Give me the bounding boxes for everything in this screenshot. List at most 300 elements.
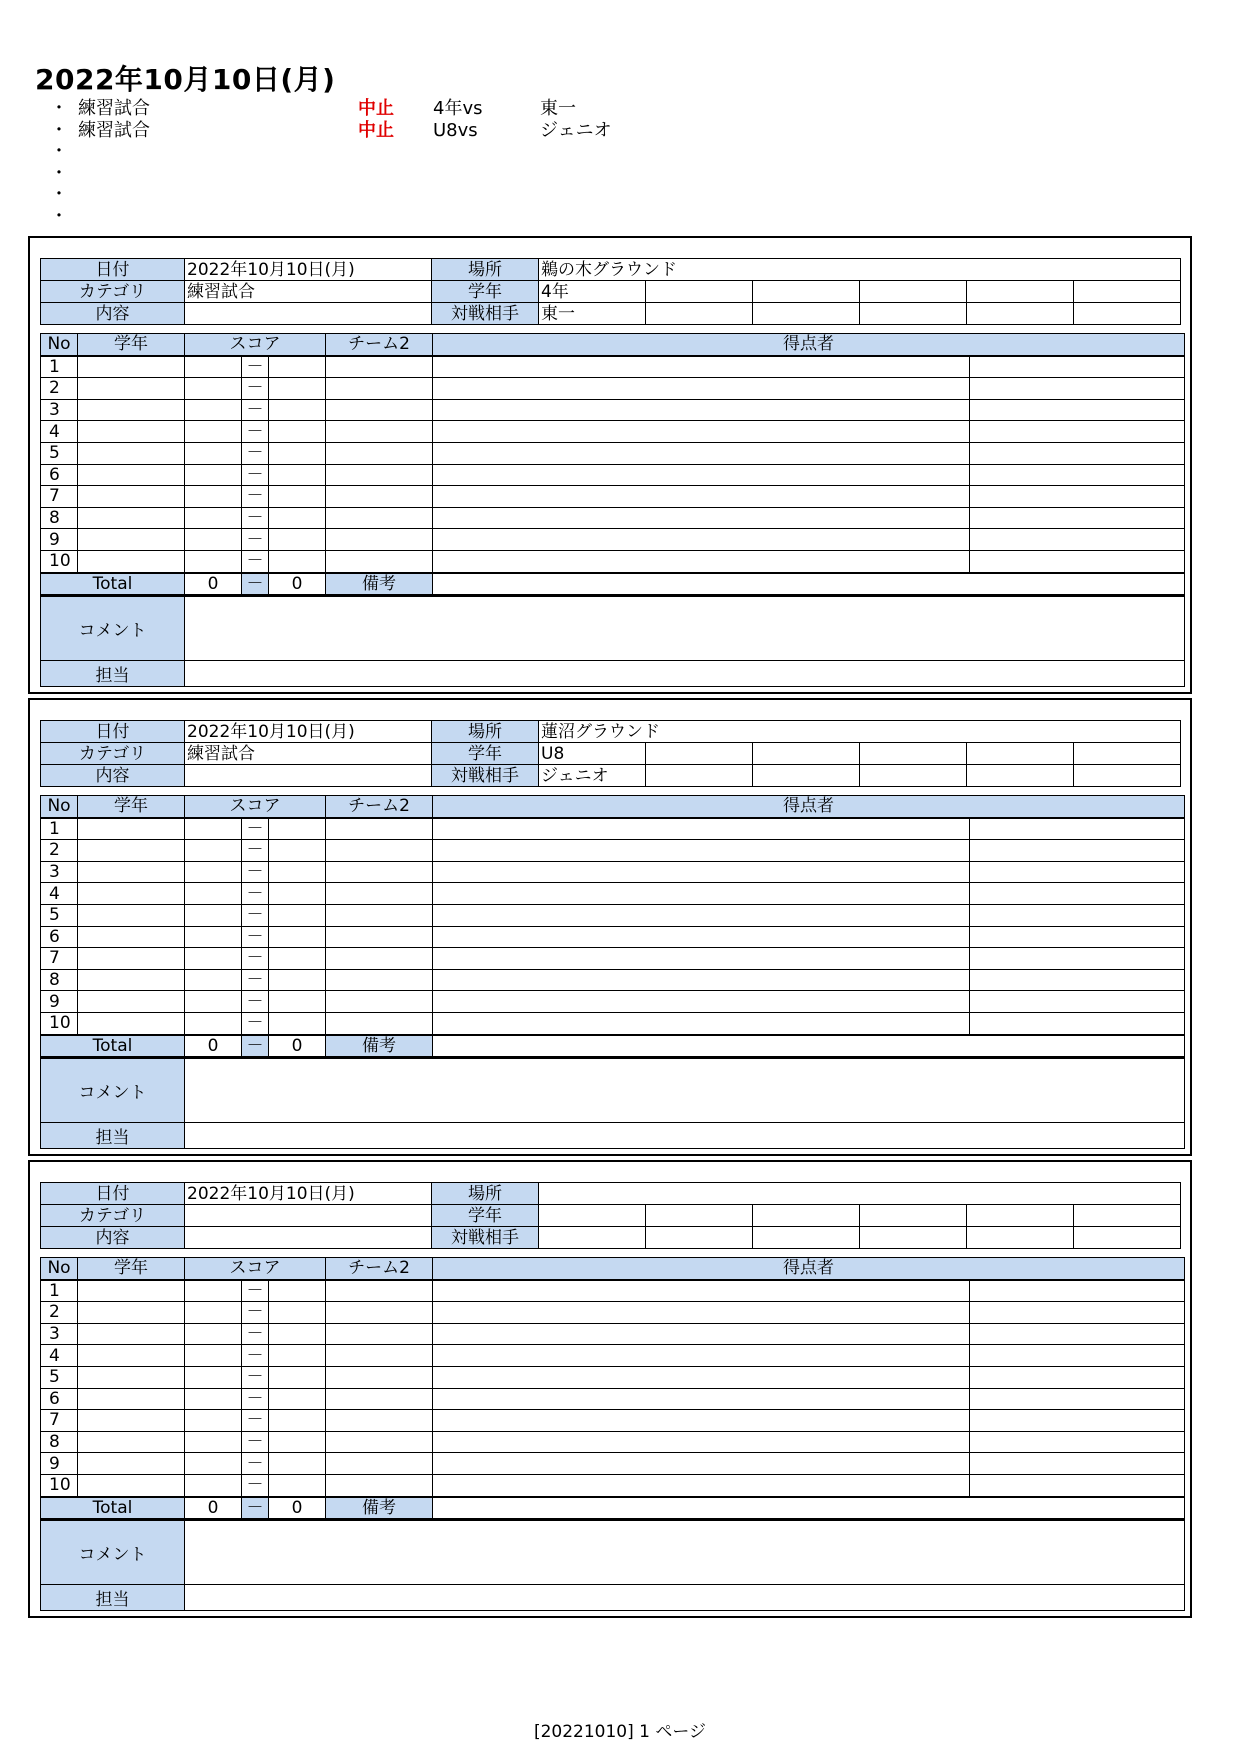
field-extra[interactable] xyxy=(646,1205,753,1227)
score-home-cell[interactable] xyxy=(185,1345,242,1367)
score-home-cell[interactable] xyxy=(185,861,242,883)
scorer-cell[interactable] xyxy=(433,1345,970,1367)
score-home-cell[interactable] xyxy=(185,926,242,948)
grade-cell[interactable] xyxy=(78,1280,185,1302)
grade-cell[interactable] xyxy=(78,818,185,840)
team2-cell[interactable] xyxy=(326,1388,433,1410)
score-away-cell[interactable] xyxy=(269,904,326,926)
row-number: 8 xyxy=(41,969,78,991)
table-row xyxy=(41,818,1185,840)
grade-cell[interactable] xyxy=(78,1345,185,1367)
scorer-cell[interactable] xyxy=(970,818,1185,840)
scorer-cell[interactable] xyxy=(970,991,1185,1013)
score-away-cell[interactable] xyxy=(269,1366,326,1388)
grade-cell[interactable] xyxy=(78,378,185,400)
remarks-field[interactable] xyxy=(433,1035,1185,1058)
team2-cell[interactable] xyxy=(326,378,433,400)
grade-cell[interactable] xyxy=(78,840,185,862)
score-away-cell[interactable] xyxy=(269,1345,326,1367)
field-extra[interactable] xyxy=(1074,1227,1181,1249)
grade-cell[interactable] xyxy=(78,529,185,551)
field-extra[interactable] xyxy=(967,1227,1074,1249)
score-home-cell[interactable] xyxy=(185,529,242,551)
field-extra[interactable] xyxy=(646,303,753,325)
scorer-cell[interactable] xyxy=(970,356,1185,378)
team2-cell[interactable] xyxy=(326,399,433,421)
field-content[interactable] xyxy=(185,765,432,787)
score-dash: － xyxy=(242,507,269,529)
grade-cell[interactable] xyxy=(78,356,185,378)
field-category[interactable] xyxy=(185,1205,432,1227)
scorer-cell[interactable] xyxy=(433,1366,970,1388)
scorer-cell[interactable] xyxy=(970,926,1185,948)
score-away-cell[interactable] xyxy=(269,550,326,572)
score-home-cell[interactable] xyxy=(185,1302,242,1324)
score-away-cell[interactable] xyxy=(269,529,326,551)
score-dash: － xyxy=(242,486,269,508)
score-away-cell[interactable] xyxy=(269,421,326,443)
team2-cell[interactable] xyxy=(326,486,433,508)
field-date[interactable]: 2022年10月10日(月) xyxy=(185,259,432,281)
team2-cell[interactable] xyxy=(326,1323,433,1345)
scorer-cell[interactable] xyxy=(433,442,970,464)
label-content: 内容 xyxy=(41,1227,185,1249)
scorer-cell[interactable] xyxy=(970,442,1185,464)
score-dash: － xyxy=(242,464,269,486)
scorer-cell[interactable] xyxy=(970,529,1185,551)
grade-cell[interactable] xyxy=(78,1474,185,1496)
field-extra[interactable] xyxy=(860,1205,967,1227)
score-home-cell[interactable] xyxy=(185,1366,242,1388)
score-home-cell[interactable] xyxy=(185,507,242,529)
scorer-cell[interactable] xyxy=(433,883,970,905)
scorer-cell[interactable] xyxy=(970,1366,1185,1388)
grade-cell[interactable] xyxy=(78,948,185,970)
score-home-cell[interactable] xyxy=(185,1410,242,1432)
grade-cell[interactable] xyxy=(78,421,185,443)
total-label: Total xyxy=(41,573,185,596)
field-extra[interactable] xyxy=(860,303,967,325)
score-away-cell[interactable] xyxy=(269,1012,326,1034)
score-home-cell[interactable] xyxy=(185,399,242,421)
scorer-cell[interactable] xyxy=(970,883,1185,905)
scorer-cell[interactable] xyxy=(433,464,970,486)
label-category: カテゴリ xyxy=(41,1205,185,1227)
match-info-table xyxy=(40,720,1181,787)
team2-cell[interactable] xyxy=(326,840,433,862)
score-home-cell[interactable] xyxy=(185,840,242,862)
scorer-cell[interactable] xyxy=(433,421,970,443)
team2-cell[interactable] xyxy=(326,948,433,970)
field-opponent[interactable]: 東一 xyxy=(539,303,646,325)
scorer-cell[interactable] xyxy=(433,1431,970,1453)
team2-cell[interactable] xyxy=(326,926,433,948)
score-away-cell[interactable] xyxy=(269,1280,326,1302)
bullet-icon: ・ xyxy=(50,119,68,141)
scorer-cell[interactable] xyxy=(970,1280,1185,1302)
scorer-cell[interactable] xyxy=(433,486,970,508)
label-opponent: 対戦相手 xyxy=(432,765,539,787)
team2-cell[interactable] xyxy=(326,1012,433,1034)
row-number: 3 xyxy=(41,399,78,421)
total-home: 0 xyxy=(185,573,242,596)
scorer-cell[interactable] xyxy=(970,861,1185,883)
field-place[interactable]: 鵜の木グラウンド xyxy=(539,259,1181,281)
table-row xyxy=(41,1323,1185,1345)
scorer-cell[interactable] xyxy=(433,926,970,948)
team2-cell[interactable] xyxy=(326,991,433,1013)
score-home-cell[interactable] xyxy=(185,486,242,508)
scorer-cell[interactable] xyxy=(433,1474,970,1496)
field-extra[interactable] xyxy=(860,765,967,787)
scorer-cell[interactable] xyxy=(433,969,970,991)
row-number: 10 xyxy=(41,550,78,572)
scorer-cell[interactable] xyxy=(433,1323,970,1345)
scorer-cell[interactable] xyxy=(433,991,970,1013)
score-home-cell[interactable] xyxy=(185,904,242,926)
score-away-cell[interactable] xyxy=(269,486,326,508)
score-dash: － xyxy=(242,883,269,905)
score-dash: － xyxy=(242,442,269,464)
score-away-cell[interactable] xyxy=(269,818,326,840)
scorer-cell[interactable] xyxy=(433,529,970,551)
score-away-cell[interactable] xyxy=(269,1302,326,1324)
score-dash: － xyxy=(242,399,269,421)
field-date[interactable]: 2022年10月10日(月) xyxy=(185,721,432,743)
score-away-cell[interactable] xyxy=(269,1453,326,1475)
score-away-cell[interactable] xyxy=(269,1410,326,1432)
grade-cell[interactable] xyxy=(78,1453,185,1475)
score-dash: － xyxy=(242,1388,269,1410)
label-content: 内容 xyxy=(41,303,185,325)
field-extra[interactable] xyxy=(967,1205,1074,1227)
person-field[interactable] xyxy=(185,661,1185,687)
scorer-cell[interactable] xyxy=(970,399,1185,421)
remarks-label: 備考 xyxy=(326,1035,433,1058)
row-number: 6 xyxy=(41,926,78,948)
team2-cell[interactable] xyxy=(326,442,433,464)
field-grade[interactable] xyxy=(539,1205,646,1227)
total-dash: － xyxy=(242,1497,269,1520)
grade-cell[interactable] xyxy=(78,1366,185,1388)
grade-cell[interactable] xyxy=(78,1410,185,1432)
score-dash: － xyxy=(242,1474,269,1496)
field-extra[interactable] xyxy=(1074,303,1181,325)
score-away-cell[interactable] xyxy=(269,507,326,529)
total-dash: － xyxy=(242,1035,269,1058)
comment-table xyxy=(40,595,1185,687)
score-home-cell[interactable] xyxy=(185,550,242,572)
grade-cell[interactable] xyxy=(78,861,185,883)
scorer-cell[interactable] xyxy=(970,1388,1185,1410)
scorer-cell[interactable] xyxy=(433,1302,970,1324)
scorer-cell[interactable] xyxy=(433,1453,970,1475)
header-scorers: 得点者 xyxy=(433,334,1185,356)
team2-cell[interactable] xyxy=(326,421,433,443)
table-row xyxy=(41,1280,1185,1302)
person-label: 担当 xyxy=(41,1585,185,1611)
scorer-cell[interactable] xyxy=(970,840,1185,862)
table-row xyxy=(41,550,1185,572)
team2-cell[interactable] xyxy=(326,1474,433,1496)
total-home: 0 xyxy=(185,1035,242,1058)
field-content[interactable] xyxy=(185,1227,432,1249)
score-away-cell[interactable] xyxy=(269,948,326,970)
row-number: 4 xyxy=(41,883,78,905)
scorer-cell[interactable] xyxy=(970,1012,1185,1034)
scorer-cell[interactable] xyxy=(970,1345,1185,1367)
field-extra[interactable] xyxy=(753,743,860,765)
scorer-cell[interactable] xyxy=(970,1453,1185,1475)
page-footer: [20221010] 1 ページ xyxy=(533,1722,707,1742)
grade-cell[interactable] xyxy=(78,969,185,991)
score-away-cell[interactable] xyxy=(269,840,326,862)
label-opponent: 対戦相手 xyxy=(432,303,539,325)
score-home-cell[interactable] xyxy=(185,378,242,400)
team2-cell[interactable] xyxy=(326,550,433,572)
grade-cell[interactable] xyxy=(78,1431,185,1453)
person-field[interactable] xyxy=(185,1585,1185,1611)
row-number: 6 xyxy=(41,464,78,486)
score-home-cell[interactable] xyxy=(185,1431,242,1453)
row-number: 10 xyxy=(41,1012,78,1034)
field-opponent[interactable]: ジェニオ xyxy=(539,765,646,787)
field-extra[interactable] xyxy=(967,281,1074,303)
score-away-cell[interactable] xyxy=(269,464,326,486)
schedule-grade: 4年vs xyxy=(433,98,483,119)
grade-cell[interactable] xyxy=(78,486,185,508)
field-extra[interactable] xyxy=(967,303,1074,325)
scorer-cell[interactable] xyxy=(433,378,970,400)
team2-cell[interactable] xyxy=(326,1453,433,1475)
scorer-cell[interactable] xyxy=(433,1280,970,1302)
row-number: 7 xyxy=(41,1410,78,1432)
grade-cell[interactable] xyxy=(78,442,185,464)
grade-cell[interactable] xyxy=(78,1388,185,1410)
grade-cell[interactable] xyxy=(78,883,185,905)
team2-cell[interactable] xyxy=(326,1366,433,1388)
score-home-cell[interactable] xyxy=(185,883,242,905)
team2-cell[interactable] xyxy=(326,1345,433,1367)
team2-cell[interactable] xyxy=(326,464,433,486)
field-extra[interactable] xyxy=(753,1205,860,1227)
grade-cell[interactable] xyxy=(78,991,185,1013)
score-home-cell[interactable] xyxy=(185,1388,242,1410)
field-extra[interactable] xyxy=(860,743,967,765)
field-extra[interactable] xyxy=(753,281,860,303)
field-category[interactable]: 練習試合 xyxy=(185,743,432,765)
grade-cell[interactable] xyxy=(78,507,185,529)
comment-field[interactable] xyxy=(185,1520,1185,1585)
team2-cell[interactable] xyxy=(326,356,433,378)
person-field[interactable] xyxy=(185,1123,1185,1149)
scorer-cell[interactable] xyxy=(970,507,1185,529)
grade-cell[interactable] xyxy=(78,904,185,926)
score-away-cell[interactable] xyxy=(269,399,326,421)
scorer-cell[interactable] xyxy=(433,1012,970,1034)
scorer-cell[interactable] xyxy=(970,1302,1185,1324)
team2-cell[interactable] xyxy=(326,883,433,905)
score-dash: － xyxy=(242,1453,269,1475)
grade-cell[interactable] xyxy=(78,926,185,948)
score-dash: － xyxy=(242,926,269,948)
score-away-cell[interactable] xyxy=(269,356,326,378)
scorer-cell[interactable] xyxy=(433,1388,970,1410)
field-extra[interactable] xyxy=(1074,281,1181,303)
scorer-cell[interactable] xyxy=(433,840,970,862)
grade-cell[interactable] xyxy=(78,399,185,421)
field-content[interactable] xyxy=(185,303,432,325)
team2-cell[interactable] xyxy=(326,1410,433,1432)
scorer-cell[interactable] xyxy=(433,861,970,883)
field-extra[interactable] xyxy=(967,743,1074,765)
grade-cell[interactable] xyxy=(78,550,185,572)
scorer-cell[interactable] xyxy=(970,1410,1185,1432)
score-table xyxy=(40,795,1185,1058)
score-dash: － xyxy=(242,1431,269,1453)
scorer-cell[interactable] xyxy=(433,818,970,840)
field-place[interactable] xyxy=(539,1183,1181,1205)
score-away-cell[interactable] xyxy=(269,442,326,464)
score-home-cell[interactable] xyxy=(185,991,242,1013)
field-extra[interactable] xyxy=(753,765,860,787)
score-away-cell[interactable] xyxy=(269,991,326,1013)
team2-cell[interactable] xyxy=(326,1302,433,1324)
team2-cell[interactable] xyxy=(326,861,433,883)
match-info-table xyxy=(40,258,1181,325)
score-dash: － xyxy=(242,1366,269,1388)
score-home-cell[interactable] xyxy=(185,421,242,443)
score-home-cell[interactable] xyxy=(185,356,242,378)
scorer-cell[interactable] xyxy=(433,948,970,970)
score-home-cell[interactable] xyxy=(185,464,242,486)
scorer-cell[interactable] xyxy=(433,1410,970,1432)
team2-cell[interactable] xyxy=(326,818,433,840)
team2-cell[interactable] xyxy=(326,529,433,551)
scorer-cell[interactable] xyxy=(970,969,1185,991)
field-grade[interactable]: 4年 xyxy=(539,281,646,303)
field-extra[interactable] xyxy=(1074,743,1181,765)
score-home-cell[interactable] xyxy=(185,1474,242,1496)
scorer-cell[interactable] xyxy=(433,550,970,572)
scorer-cell[interactable] xyxy=(433,356,970,378)
score-home-cell[interactable] xyxy=(185,948,242,970)
field-extra[interactable] xyxy=(1074,1205,1181,1227)
scorer-cell[interactable] xyxy=(970,904,1185,926)
score-home-cell[interactable] xyxy=(185,1323,242,1345)
remarks-field[interactable] xyxy=(433,573,1185,596)
row-number: 4 xyxy=(41,421,78,443)
field-place[interactable]: 蓮沼グラウンド xyxy=(539,721,1181,743)
scorer-cell[interactable] xyxy=(970,1323,1185,1345)
score-away-cell[interactable] xyxy=(269,1388,326,1410)
score-home-cell[interactable] xyxy=(185,969,242,991)
team2-cell[interactable] xyxy=(326,1280,433,1302)
field-extra[interactable] xyxy=(967,765,1074,787)
table-row xyxy=(41,486,1185,508)
grade-cell[interactable] xyxy=(78,1302,185,1324)
scorer-cell[interactable] xyxy=(433,904,970,926)
scorer-cell[interactable] xyxy=(970,550,1185,572)
field-extra[interactable] xyxy=(860,1227,967,1249)
scorer-cell[interactable] xyxy=(433,507,970,529)
score-home-cell[interactable] xyxy=(185,442,242,464)
table-row xyxy=(41,1388,1185,1410)
score-away-cell[interactable] xyxy=(269,926,326,948)
team2-cell[interactable] xyxy=(326,969,433,991)
field-grade[interactable]: U8 xyxy=(539,743,646,765)
team2-cell[interactable] xyxy=(326,1431,433,1453)
grade-cell[interactable] xyxy=(78,1012,185,1034)
field-extra[interactable] xyxy=(860,281,967,303)
scorer-cell[interactable] xyxy=(970,1431,1185,1453)
page-title: 2022年10月10日(月) xyxy=(35,63,336,96)
score-away-cell[interactable] xyxy=(269,1431,326,1453)
field-extra[interactable] xyxy=(646,765,753,787)
field-extra[interactable] xyxy=(753,1227,860,1249)
score-home-cell[interactable] xyxy=(185,818,242,840)
team2-cell[interactable] xyxy=(326,507,433,529)
remarks-field[interactable] xyxy=(433,1497,1185,1520)
field-date[interactable]: 2022年10月10日(月) xyxy=(185,1183,432,1205)
comment-table xyxy=(40,1057,1185,1149)
label-date: 日付 xyxy=(41,721,185,743)
label-grade: 学年 xyxy=(432,743,539,765)
field-extra[interactable] xyxy=(646,743,753,765)
field-category[interactable]: 練習試合 xyxy=(185,281,432,303)
scorer-cell[interactable] xyxy=(970,948,1185,970)
header-score: スコア xyxy=(185,334,326,356)
team2-cell[interactable] xyxy=(326,904,433,926)
score-away-cell[interactable] xyxy=(269,378,326,400)
scorer-cell[interactable] xyxy=(970,421,1185,443)
score-home-cell[interactable] xyxy=(185,1280,242,1302)
field-opponent[interactable] xyxy=(539,1227,646,1249)
bullet-icon: ・ xyxy=(50,98,68,119)
match-info-table xyxy=(40,1182,1181,1249)
table-row xyxy=(41,1302,1185,1324)
score-away-cell[interactable] xyxy=(269,883,326,905)
scorer-cell[interactable] xyxy=(970,378,1185,400)
table-row xyxy=(41,948,1185,970)
field-extra[interactable] xyxy=(1074,765,1181,787)
field-extra[interactable] xyxy=(646,1227,753,1249)
field-extra[interactable] xyxy=(646,281,753,303)
comment-field[interactable] xyxy=(185,596,1185,661)
field-extra[interactable] xyxy=(753,303,860,325)
row-number: 1 xyxy=(41,818,78,840)
row-number: 2 xyxy=(41,1302,78,1324)
comment-field[interactable] xyxy=(185,1058,1185,1123)
scorer-cell[interactable] xyxy=(970,464,1185,486)
score-away-cell[interactable] xyxy=(269,1474,326,1496)
bullet-icon: ・ xyxy=(50,162,68,184)
score-dash: － xyxy=(242,1012,269,1034)
scorer-cell[interactable] xyxy=(970,486,1185,508)
scorer-cell[interactable] xyxy=(970,1474,1185,1496)
score-home-cell[interactable] xyxy=(185,1453,242,1475)
grade-cell[interactable] xyxy=(78,1323,185,1345)
score-away-cell[interactable] xyxy=(269,861,326,883)
score-away-cell[interactable] xyxy=(269,1323,326,1345)
table-row xyxy=(41,399,1185,421)
grade-cell[interactable] xyxy=(78,464,185,486)
score-home-cell[interactable] xyxy=(185,1012,242,1034)
row-number: 3 xyxy=(41,861,78,883)
score-dash: － xyxy=(242,840,269,862)
scorer-cell[interactable] xyxy=(433,399,970,421)
score-away-cell[interactable] xyxy=(269,969,326,991)
